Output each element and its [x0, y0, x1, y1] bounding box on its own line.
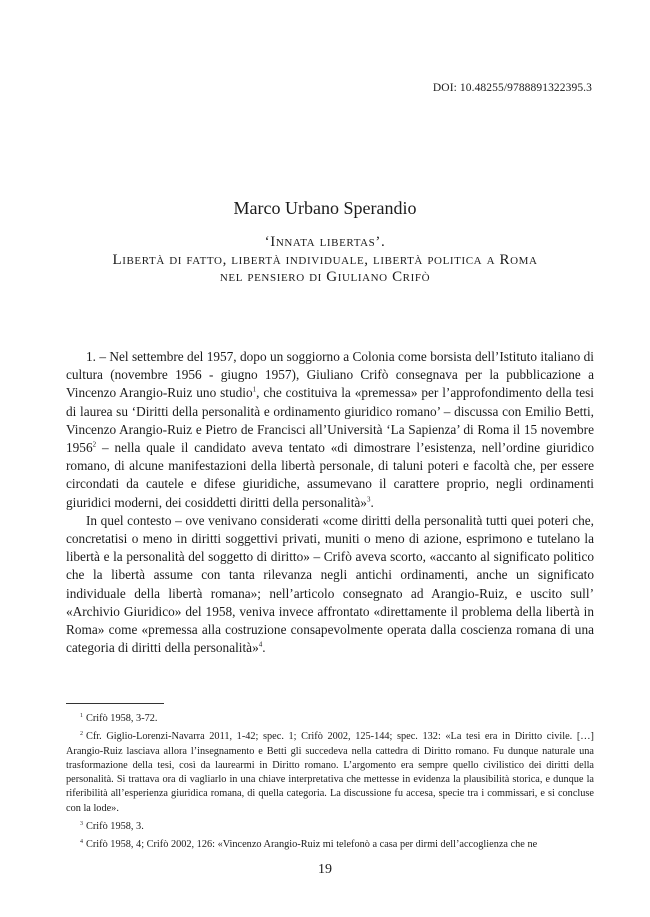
- paragraph-1-text-a: 1. – Nel settembre del 1957, dopo un soggiorno a Colonia come borsista dell’Istituto italiano di cultura (novembre 1956 - giugno 1957), Giuliano Crifò consegnava per la pubblicazione a Vincenzo Arangio-Ruiz uno studio: [66, 349, 594, 401]
- title-line-1: ‘Innata libertas’.: [264, 234, 386, 250]
- footnote: [66, 730, 594, 816]
- paragraph-1-text-b: , che costituiva la «premessa» per l’approfondimento della tesi di laurea su ‘Diritti della personalità e ordinamento giuridico romano’ – discussa con Emilio Betti, Vincenzo Arangio-Ruiz e Pietro de Francisci all’Università ‘La Sapienza’ di Roma il 15 novembre 1956: [66, 385, 594, 456]
- author-name: Marco Urbano Sperandio: [233, 198, 417, 218]
- paragraph-1-text-c: – nella quale il candidato aveva tentato «di dimostrare l’esistenza, nell’ordine giuridico romano, di alcune manifestazioni della libertà personale, di taluni poteri e facoltà che, per essere circondati da cautele e difese giuridiche, assumevano il carattere proprio, negli ordinamenti giuridici moderni, dei cosiddetti diritti della personalità»: [66, 440, 594, 510]
- title-line-2: Libertà di fatto, libertà individuale, libertà politica a Roma: [112, 251, 538, 268]
- footnote-ref-1: 1: [252, 385, 257, 394]
- paragraph-2-text-a: In quel contesto – ove venivano considerati «come diritti della personalità tutti quei poteri che, concretatisi o meno in diritti soggettivi privati, muniti o meno di azione, esprimono e tutelano la libertà e la personalità del soggetto di diritto» – Crifò aveva scorto, «accanto al significato politico che la libertà assume con tanta rilevanza negli antichi ordinamenti, anche un significato individuale della libertà romana»; nell’articolo consegnato ad Arangio-Ruiz, e uscito sull’ «Archivio Giuridico» del 1958, veniva invece affrontato «direttamente il problema della libertà in Roma» come «premessa alla costruzione consapevolmente operata dalla coscienza romana di una categoria di diritti della personalità»: [66, 512, 594, 656]
- footnotes: [66, 712, 594, 857]
- footnote-ref-2: 2: [92, 440, 97, 449]
- footnote: [66, 712, 594, 726]
- footnote-text: Crifò 1958, 4; Crifò 2002, 126: «Vincenzo Arangio-Ruiz mi telefonò a casa per dirmi dell’accoglienza che ne: [86, 839, 538, 851]
- footnote-ref-3: 3: [366, 495, 371, 504]
- article-title: [60, 234, 590, 287]
- title-line-3: nel pensiero di Giuliano Crifò: [219, 269, 431, 285]
- footnote-text: Cfr. Giglio-Lorenzi-Navarra 2011, 1-42; spec. 1; Crifò 2002, 125-144; spec. 132: «La tesi era in Diritto civile. […] Arangio-Ruiz lasciava allora l’insegnamento e Betti gli succedeva nella cattedra di Diritto romano. Fu dunque naturale una trasformazione della tesi, così da laurearmi in Diritto romano. L’argomento era sempre quello civilistico dei diritti della personalità. Si trattava ora di vagliarlo in una chiave interpretativa che mettesse in evidenza la plausibilità storica, e dunque la riferibilità all’esperienza giuridica romana, di quella categoria. La discussione fu accesa, specie tra i commissari, e si concluse con la lode».: [66, 731, 594, 814]
- footnote-number: 3: [80, 820, 83, 827]
- footnote-ref-4: 4: [258, 640, 263, 649]
- footnote: [66, 820, 594, 834]
- footnote-text: Crifò 1958, 3.: [86, 821, 144, 833]
- footnote-number: 2: [80, 730, 83, 737]
- paragraph-1: [66, 348, 594, 512]
- page-number: 19: [318, 862, 332, 877]
- footnote-number: 4: [80, 838, 83, 845]
- doi-header: DOI: 10.48255/9788891322395.3: [432, 82, 592, 94]
- footnote: [66, 838, 594, 852]
- footnote-text: Crifò 1958, 3-72.: [86, 713, 158, 724]
- footnote-number: 1: [80, 712, 83, 719]
- body-text: [66, 348, 594, 657]
- paragraph-2: [66, 512, 594, 658]
- paragraph-1-text-d: .: [370, 494, 374, 510]
- paragraph-2-text-b: .: [262, 640, 266, 656]
- footnote-separator: [66, 703, 164, 704]
